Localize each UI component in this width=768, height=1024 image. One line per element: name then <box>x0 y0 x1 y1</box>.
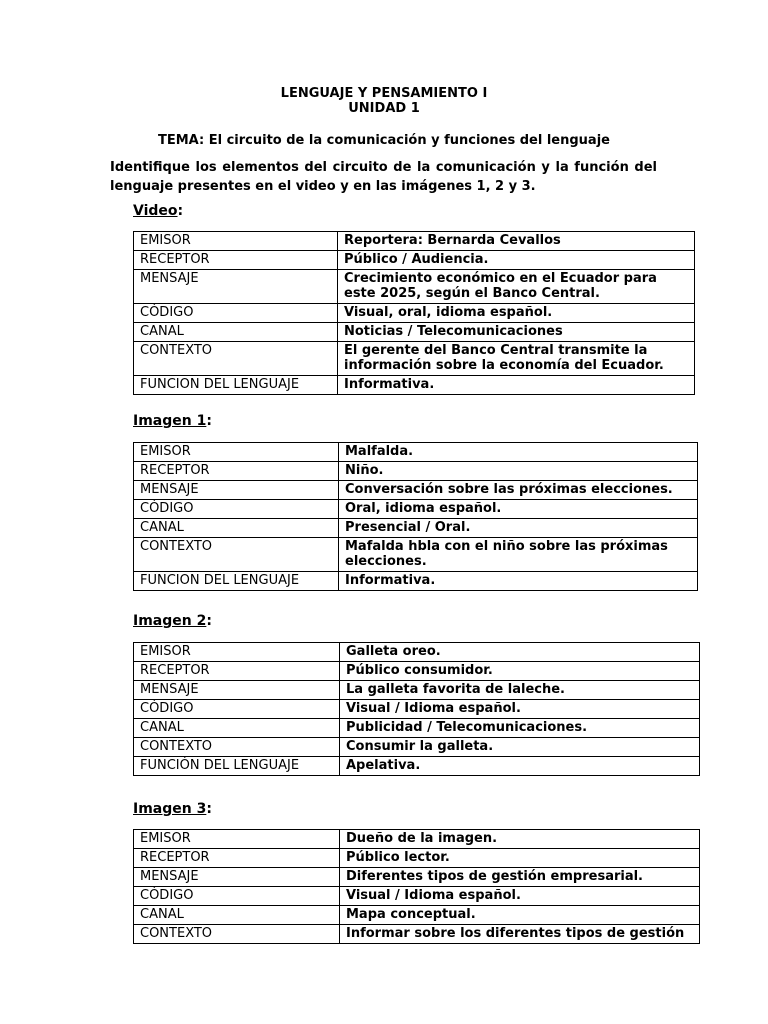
row-label: CONTEXTO <box>134 738 340 757</box>
table-body <box>134 830 700 944</box>
row-label: CÓDIGO <box>134 304 338 323</box>
row-label: MENSAJE <box>134 868 340 887</box>
table-imagen-2 <box>133 642 700 776</box>
table-row <box>134 925 700 944</box>
row-value: Informar sobre los diferentes tipos de gestión <box>340 925 700 944</box>
row-value: Mapa conceptual. <box>340 906 700 925</box>
table-row <box>134 887 700 906</box>
instructions-paragraph: Identifique los elementos del circuito de la comunicación y la función del lenguaje presentes en el video y en las imágenes 1, 2 y 3. <box>110 160 657 194</box>
row-label: CONTEXTO <box>134 925 340 944</box>
section-heading-imagen-3: Imagen 3: <box>133 801 212 817</box>
section-heading-imagen-1: Imagen 1: <box>133 413 212 429</box>
row-value: Malfalda. <box>339 443 698 462</box>
row-value: Visual, oral, idioma español. <box>338 304 695 323</box>
table-video <box>133 231 695 395</box>
row-label: CANAL <box>134 906 340 925</box>
row-label: FUNCIÓN DEL LENGUAJE <box>134 757 340 776</box>
row-label: CÓDIGO <box>134 700 340 719</box>
unit-title: UNIDAD 1 <box>348 101 420 116</box>
topic-line: TEMA: El circuito de la comunicación y funciones del lenguaje <box>158 133 610 148</box>
row-value: Visual / Idioma español. <box>340 700 700 719</box>
row-value: Niño. <box>339 462 698 481</box>
table-row <box>134 443 698 462</box>
section-heading-label: Imagen 3 <box>133 801 207 817</box>
row-value: Reportera: Bernarda Cevallos <box>338 232 695 251</box>
row-value: Diferentes tipos de gestión empresarial. <box>340 868 700 887</box>
row-label: CANAL <box>134 323 338 342</box>
row-value: Oral, idioma español. <box>339 500 698 519</box>
table-row <box>134 700 700 719</box>
table-row <box>134 251 695 270</box>
row-value: La galleta favorita de laleche. <box>340 681 700 700</box>
table-row <box>134 323 695 342</box>
table-row <box>134 538 698 572</box>
row-label: MENSAJE <box>134 481 339 500</box>
row-label: CONTEXTO <box>134 538 339 572</box>
section-heading-label: Imagen 2 <box>133 613 207 629</box>
table-row <box>134 232 695 251</box>
row-value: Noticias / Telecomunicaciones <box>338 323 695 342</box>
row-value: Apelativa. <box>340 757 700 776</box>
row-label: EMISOR <box>134 443 339 462</box>
section-heading-label: Imagen 1 <box>133 413 207 429</box>
row-value: Presencial / Oral. <box>339 519 698 538</box>
row-value: Público / Audiencia. <box>338 251 695 270</box>
row-label: CANAL <box>134 519 339 538</box>
row-label: MENSAJE <box>134 681 340 700</box>
table-row <box>134 270 695 304</box>
row-label: EMISOR <box>134 232 338 251</box>
table-row <box>134 662 700 681</box>
row-value: El gerente del Banco Central transmite la información sobre la economía del Ecuador. <box>338 342 695 376</box>
row-value: Informativa. <box>338 376 695 395</box>
section-heading-video: Video: <box>133 203 184 219</box>
table-row <box>134 906 700 925</box>
row-label: EMISOR <box>134 830 340 849</box>
row-value: Galleta oreo. <box>340 643 700 662</box>
row-value: Conversación sobre las próximas elecciones. <box>339 481 698 500</box>
table-row <box>134 681 700 700</box>
row-label: MENSAJE <box>134 270 338 304</box>
table-row <box>134 342 695 376</box>
row-value: Visual / Idioma español. <box>340 887 700 906</box>
row-value: Crecimiento económico en el Ecuador para este 2025, según el Banco Central. <box>338 270 695 304</box>
table-row <box>134 719 700 738</box>
row-label: FUNCION DEL LENGUAJE <box>134 376 338 395</box>
row-label: RECEPTOR <box>134 849 340 868</box>
row-value: Público lector. <box>340 849 700 868</box>
row-value: Consumir la galleta. <box>340 738 700 757</box>
table-imagen-3 <box>133 829 700 944</box>
table-row <box>134 757 700 776</box>
row-label: RECEPTOR <box>134 462 339 481</box>
table-row <box>134 481 698 500</box>
row-label: CÓDIGO <box>134 500 339 519</box>
row-value: Publicidad / Telecomunicaciones. <box>340 719 700 738</box>
row-value: Público consumidor. <box>340 662 700 681</box>
table-row <box>134 738 700 757</box>
table-row <box>134 519 698 538</box>
row-label: CONTEXTO <box>134 342 338 376</box>
table-row <box>134 643 700 662</box>
table-row <box>134 376 695 395</box>
section-heading-label: Video <box>133 203 178 219</box>
section-heading-imagen-2: Imagen 2: <box>133 613 212 629</box>
table-row <box>134 462 698 481</box>
table-body <box>134 443 698 591</box>
table-body <box>134 643 700 776</box>
row-value: Mafalda hbla con el niño sobre las próximas elecciones. <box>339 538 698 572</box>
row-label: CANAL <box>134 719 340 738</box>
row-label: RECEPTOR <box>134 662 340 681</box>
row-value: Informativa. <box>339 572 698 591</box>
table-row <box>134 500 698 519</box>
table-row <box>134 868 700 887</box>
row-value: Dueño de la imagen. <box>340 830 700 849</box>
course-title: LENGUAJE Y PENSAMIENTO I <box>280 86 488 101</box>
row-label: CÓDIGO <box>134 887 340 906</box>
table-row <box>134 849 700 868</box>
row-label: FUNCION DEL LENGUAJE <box>134 572 339 591</box>
table-imagen-1 <box>133 442 698 591</box>
row-label: EMISOR <box>134 643 340 662</box>
row-label: RECEPTOR <box>134 251 338 270</box>
document-title <box>0 86 768 116</box>
table-row <box>134 830 700 849</box>
table-row <box>134 304 695 323</box>
table-row <box>134 572 698 591</box>
table-body <box>134 232 695 395</box>
